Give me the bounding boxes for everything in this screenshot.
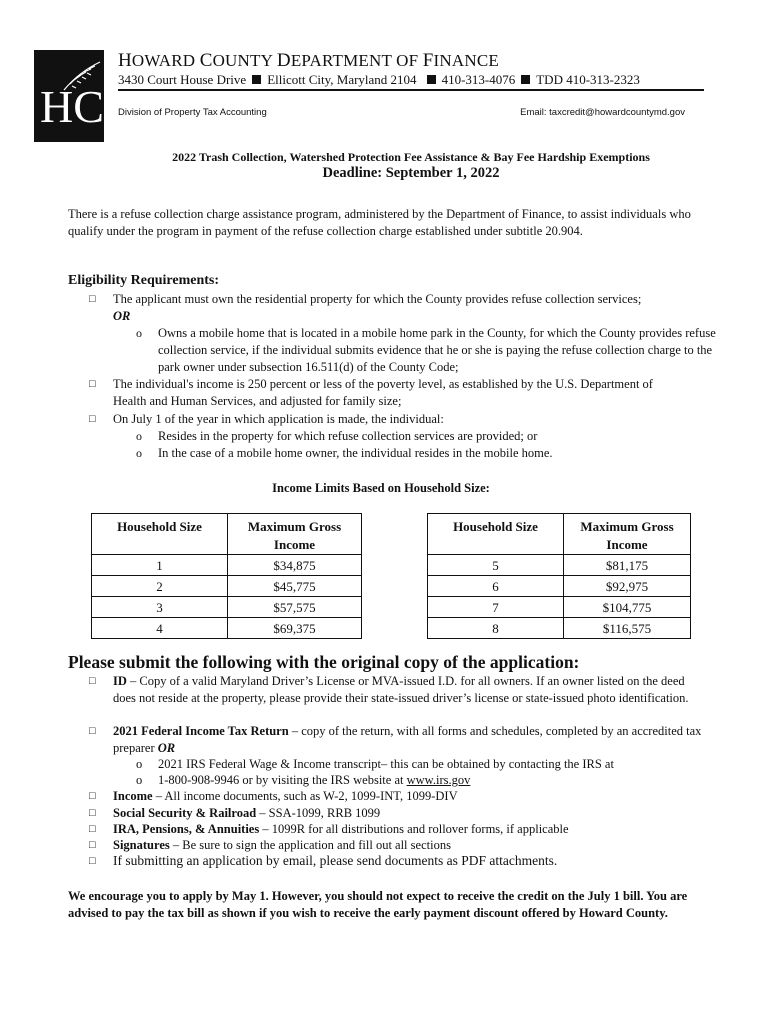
required-item-tax-return: □ 2021 Federal Income Tax Return – copy of the return, with all forms and schedules, completed by an accredited tax preparer OR	[89, 724, 702, 755]
checkbox-bullet-icon: □	[89, 807, 96, 819]
required-subitem-transcript: o 2021 IRS Federal Wage & Income transcript– this can be obtained by contacting the IRS at	[136, 757, 614, 771]
checkbox-bullet-icon: □	[89, 823, 96, 835]
required-item-ira: □ IRA, Pensions, & Annuities – 1099R for all distributions and rollover forms, if applicable	[89, 822, 569, 836]
table-row: 2 $45,775	[92, 576, 362, 597]
contact-email: Email: taxcredit@howardcountymd.gov	[520, 107, 685, 118]
required-item-social-security: □ Social Security & Railroad – SSA-1099, RRB 1099	[89, 806, 381, 820]
col-header-max-income: Maximum Gross Income	[228, 514, 362, 555]
eligibility-item: □ The individual's income is 250 percent or less of the poverty level, as established by the U.S. Department of Health and Human Services, and adjusted for family size;	[89, 377, 653, 408]
square-bullet-icon	[252, 75, 261, 84]
checkbox-bullet-icon: □	[89, 413, 96, 425]
checkbox-bullet-icon: □	[89, 725, 96, 737]
required-item-email: □ If submitting an application by email, please send documents as PDF attachments.	[89, 853, 558, 868]
col-header-household-size: Household Size	[92, 514, 228, 555]
square-bullet-icon	[427, 75, 436, 84]
intro-paragraph: There is a refuse collection charge assistance program, administered by the Department of Finance, to assist individuals who qualify under the program in payment of the refuse collection charge established under subtitle 20.904.	[68, 207, 691, 238]
required-item-signatures: □ Signatures – Be sure to sign the application and fill out all sections	[89, 838, 451, 852]
table-row: 5 $81,175	[428, 555, 691, 576]
col-header-household-size: Household Size	[428, 514, 564, 555]
irs-website-link[interactable]: www.irs.gov	[406, 773, 471, 787]
table-row: 8 $116,575	[428, 618, 691, 639]
agency-contact-line	[118, 72, 640, 88]
checkbox-bullet-icon: □	[89, 378, 96, 390]
checkbox-bullet-icon: □	[89, 839, 96, 851]
circle-bullet-icon: o	[136, 773, 143, 787]
required-item-id: □ ID – Copy of a valid Maryland Driver’s License or MVA-issued I.D. for all owners. If an owner listed on the deed does not reside at the property, please provide their state-issued driver’s license or state-issued photo identification.	[89, 674, 689, 705]
col-header-max-income: Maximum Gross Income	[564, 514, 691, 555]
table-row: 7 $104,775	[428, 597, 691, 618]
closing-paragraph: We encourage you to apply by May 1. However, you should not expect to receive the credit on the July 1 bill. You are advised to pay the tax bill as shown if you wish to receive the early payment discount offered by Howard County.	[68, 889, 688, 920]
eligibility-heading: Eligibility Requirements:	[68, 273, 220, 288]
table-row: 3 $57,575	[92, 597, 362, 618]
header-rule	[118, 89, 704, 91]
income-table-left	[91, 513, 362, 639]
table-row: 4 $69,375	[92, 618, 362, 639]
eligibility-subitem: o Resides in the property for which refuse collection services are provided; or	[136, 429, 538, 443]
eligibility-subitem: o In the case of a mobile home owner, the individual resides in the mobile home.	[136, 446, 553, 460]
eligibility-item: □ On July 1 of the year in which application is made, the individual:	[89, 412, 444, 426]
circle-bullet-icon: o	[136, 446, 142, 460]
checkbox-bullet-icon: □	[89, 675, 96, 687]
checkbox-bullet-icon: □	[89, 855, 96, 867]
city: Ellicott City, Maryland 2104	[267, 72, 417, 87]
howard-county-logo	[34, 50, 104, 142]
tdd: TDD 410-313-2323	[536, 72, 640, 87]
income-table-title: Income Limits Based on Household Size:	[272, 481, 490, 495]
required-subitem-irs: o 1-800-908-9946 or by visiting the IRS website at www.irs.gov	[136, 773, 471, 787]
circle-bullet-icon: o	[136, 326, 142, 340]
document-title: 2022 Trash Collection, Watershed Protection Fee Assistance & Bay Fee Hardship Exemptions	[172, 150, 650, 164]
checkbox-bullet-icon: □	[89, 293, 96, 305]
table-row: 6 $92,975	[428, 576, 691, 597]
circle-bullet-icon: o	[136, 429, 142, 443]
logo-text: HC	[40, 81, 104, 132]
eligibility-item: □ The applicant must own the residential property for which the County provides refuse collection services; OR	[89, 292, 642, 323]
eligibility-subitem: o Owns a mobile home that is located in a mobile home park in the County, for which the County provides refuse collection service, if the individual submits evidence that he or she is paying the refuse collection charge to the park owner under subsection 16.511(d) of the County Code;	[136, 326, 716, 374]
phone: 410-313-4076	[441, 72, 516, 87]
square-bullet-icon	[521, 75, 530, 84]
circle-bullet-icon: o	[136, 757, 143, 771]
required-item-income: □ Income – All income documents, such as W-2, 1099-INT, 1099-DIV	[89, 789, 458, 803]
deadline: Deadline: September 1, 2022	[322, 165, 500, 181]
income-table-right	[427, 513, 691, 639]
submit-heading: Please submit the following with the original copy of the application:	[68, 652, 580, 672]
address: 3430 Court House Drive	[118, 72, 247, 87]
division-name: Division of Property Tax Accounting	[118, 107, 267, 118]
table-row: 1 $34,875	[92, 555, 362, 576]
agency-name: HOWARD COUNTY DEPARTMENT OF FINANCE	[118, 50, 499, 71]
checkbox-bullet-icon: □	[89, 790, 96, 802]
